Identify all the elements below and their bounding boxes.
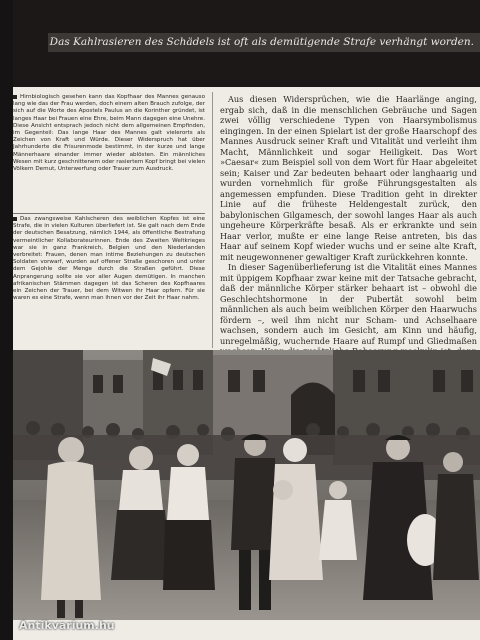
sidebar-paragraph-2 bbox=[13, 216, 205, 302]
sidebar-paragraph-1 bbox=[13, 94, 205, 173]
main-paragraph-1: Aus diesen Widersprüchen, wie die Haarlänge anging, ergab sich, daß in die menschlichen Gebräuche und Sagen zwei völlig verschiedene Typen von Haarsymbolismus eingingen. In der einen Spielart ist der große Haarschopf des Mannes Ausdruck seiner Kraft und Vitalität und verleiht ihm Macht, Männlichkeit und sogar Heiligkeit. Das Wort »Caesar« zum Beispiel soll von dem Wort für Haar abgeleitet sein; Kaiser und Zar bedeuten behaart oder langhaarig und wurden vornehmlich für große Führungsgestalten als angemessen empfunden. Diese Tradition geht in direkter Linie auf die früheste Heldengestalt zurück, den babylonischen Gilgamesch, der sowohl langes Haar als auch ungeheure Körperkräfte besaß. Als er erkrankte und sein Haar verlor, mußte er eine lange Reise antreten, bis das Haar auf seinem Kopf wieder wuchs und er seine alte Kraft, mit neugewonnener gewaltiger Kraft zurückkehren konnte. bbox=[220, 94, 477, 262]
bullet-square-icon bbox=[13, 217, 17, 221]
book-page bbox=[13, 0, 480, 640]
bullet-square-icon bbox=[13, 95, 17, 99]
page-caption: Das Kahlrasieren des Schädels ist oft als demütigende Strafe verhängt worden. bbox=[48, 33, 480, 52]
sidebar-text-2: Das zwangsweise Kahlscheren des weiblichen Kopfes ist eine Strafe, die in vielen Kulturen überliefert ist. Sie galt nach dem Ende der deutschen Besatzung, nämlich 1944, als öffentliche Bestrafung vermeintlicher Kollaborateurinnen. Ende des Zweiten Weltkrieges war sie in ganz Frankreich, Belgien und den Niederlanden verbreitet: Frauen, denen man intime Beziehungen zu deutschen Soldaten vorwarf, wurden auf offener Straße geschoren und unter dem Gejohle der Menge durch die Straßen geführt. Diese Anprangerung sollte sie vor aller Augen demütigen. In manchen afrikanischen Stämmen dagegen ist das Scheren des Kopfhaares ein Zeichen der Trauer, bei dem Witwen ihr Haar opfern. Für sie waren es eine Strafe, wenn man ihnen vor der Zeit ihr Haar nahm. bbox=[13, 216, 205, 302]
sidebar-text-1: Hirnbiologisch gesehen kann das Kopfhaar des Mannes genauso lang wie das der Frau werden, doch einem alten Brauch zufolge, der sich auf die Worte des Apostels Paulus an die Korinther gründet, ist langes Haar bei Frauen eine Ehre, beim Mann dagegen eine Unehre. Diese Ansicht entsprach jedoch nicht dem allgemeinen Empfinden, im Gegenteil: Das lange Haar des Mannes galt vielerorts als Zeichen von Kraft und Würde. Dieser Widerspruch hat über Jahrhunderte die Frisurenmode bestimmt, in der kurze und lange Männerhaare einander immer wieder ablösten. Ein männliches Wesen mit kurz geschnittenem oder rasiertem Kopf bringt bei vielen Völkern Demut, Unterwerfung oder Trauer zum Ausdruck. bbox=[13, 94, 205, 173]
sidebar-divider bbox=[13, 213, 205, 214]
column-divider bbox=[212, 92, 213, 348]
watermark: Antikvarium.hu bbox=[19, 619, 115, 632]
crowd-photograph bbox=[13, 350, 480, 620]
main-paragraph-2: In dieser Sagenüberlieferung ist die Vitalität eines Mannes mit üppigem Kopfhaar zwar keine mit der Tatsache gebracht, daß der männliche Körper stärker behaart ist – obwohl die Geschlechtshormone in der Pubertät sowohl beim männlichen als auch beim weiblichen Körper den Haarwuchs fördern –, weil ihm nicht nur Scham- und Achselhaare wachsen, sondern auch im Gesicht, am Kinn und häufig, unregelmäßig, wuchernde Haare auf Rumpf und Gliedmaßen bbox=[220, 262, 477, 346]
